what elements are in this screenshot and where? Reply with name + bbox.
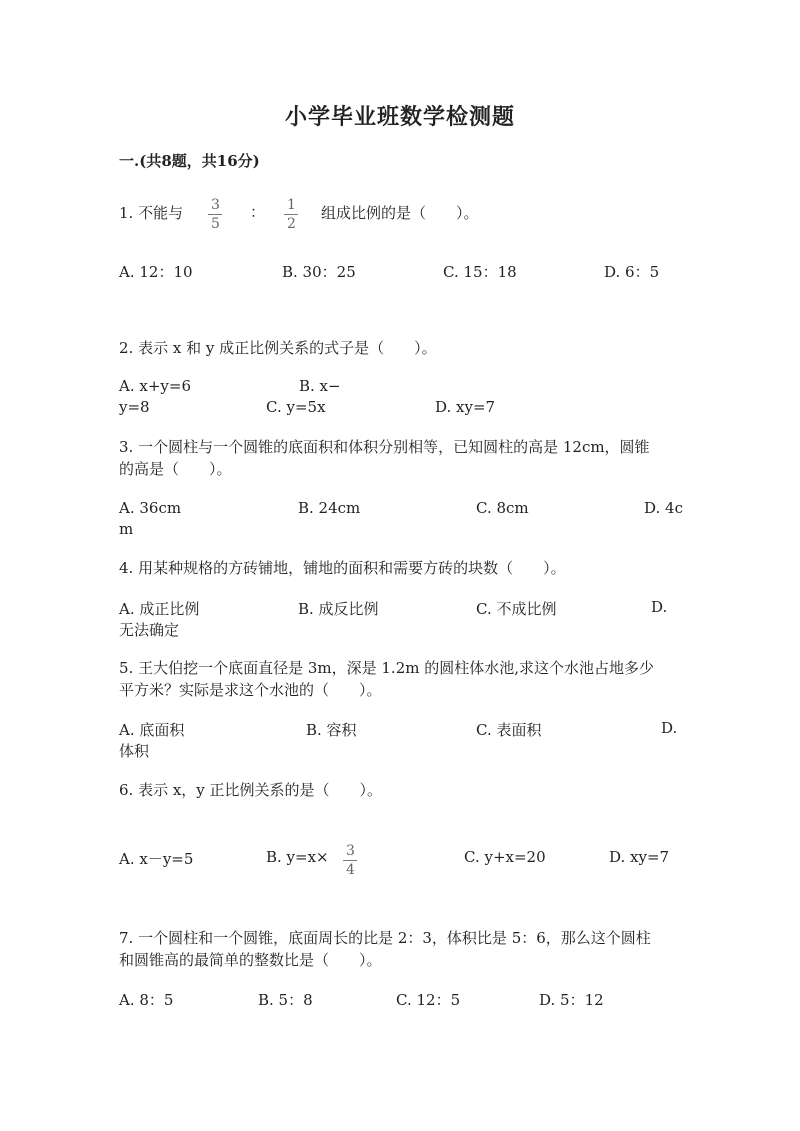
ratio-colon: ： (250, 203, 266, 221)
question-3-line-1: 3. 一个圆柱与一个圆锥的底面积和体积分别相等，已知圆柱的高是 12cm，圆锥 (119, 438, 650, 456)
q5-option-b[interactable]: B. 容积 (306, 721, 357, 739)
fraction-bar (284, 214, 298, 215)
q6-option-b[interactable]: B. y=x× (266, 848, 329, 866)
fraction-denominator: 4 (346, 862, 355, 878)
question-3-line-2: 的高是（ ）。 (119, 460, 232, 478)
q7-option-d[interactable]: D. 5：12 (539, 991, 604, 1009)
question-1-prefix: 1. 不能与 (119, 204, 184, 222)
question-7-line-1: 7. 一个圆柱和一个圆锥，底面周长的比是 2：3，体积比是 5：6，那么这个圆柱 (119, 929, 651, 947)
q6-option-a[interactable]: A. x－y=5 (119, 850, 194, 868)
q3-option-d[interactable]: D. 4c (644, 499, 683, 517)
q4-option-d[interactable]: D. (651, 598, 668, 616)
fraction-3-4 (343, 843, 358, 878)
fraction-bar (208, 214, 222, 215)
question-4-text: 4. 用某种规格的方砖铺地，铺地的面积和需要方砖的块数（ ）。 (119, 559, 566, 577)
q2-option-c[interactable]: C. y=5x (266, 398, 326, 416)
fraction-numerator: 3 (211, 197, 220, 213)
q3-option-c[interactable]: C. 8cm (476, 499, 529, 517)
q2-option-b[interactable]: B. x− (299, 377, 341, 395)
q2-option-b-cont[interactable]: y=8 (119, 398, 150, 416)
q5-option-c[interactable]: C. 表面积 (476, 721, 542, 739)
fraction-denominator: 2 (287, 216, 296, 232)
section-heading: 一.(共8题，共16分) (119, 152, 260, 170)
q2-option-a[interactable]: A. x+y=6 (119, 377, 191, 395)
fraction-numerator: 3 (346, 843, 355, 859)
q6-option-c[interactable]: C. y+x=20 (464, 848, 546, 866)
question-1-suffix: 组成比例的是（ ）。 (321, 204, 479, 222)
q4-option-c[interactable]: C. 不成比例 (476, 600, 557, 618)
q3-option-d-cont[interactable]: m (119, 520, 134, 538)
q4-option-a[interactable]: A. 成正比例 (119, 600, 200, 618)
q7-option-c[interactable]: C. 12：5 (396, 991, 461, 1009)
q3-option-a[interactable]: A. 36cm (119, 499, 182, 517)
fraction-numerator: 1 (287, 197, 296, 213)
question-5-line-2: 平方米？实际是求这个水池的（ ）。 (119, 681, 382, 699)
q4-option-b[interactable]: B. 成反比例 (298, 600, 379, 618)
question-6-text: 6. 表示 x，y 正比例关系的是（ ）。 (119, 781, 383, 799)
question-7-line-2: 和圆锥高的最简单的整数比是（ ）。 (119, 951, 382, 969)
page-title: 小学毕业班数学检测题 (284, 104, 515, 130)
q1-option-c[interactable]: C. 15：18 (443, 263, 517, 281)
q5-option-d-cont[interactable]: 体积 (119, 742, 150, 760)
q3-option-b[interactable]: B. 24cm (298, 499, 361, 517)
q1-option-b[interactable]: B. 30：25 (282, 263, 356, 281)
q4-option-d-cont[interactable]: 无法确定 (119, 621, 180, 639)
question-2-text: 2. 表示 x 和 y 成正比例关系的式子是（ ）。 (119, 339, 437, 357)
fraction-denominator: 5 (211, 216, 220, 232)
q5-option-d[interactable]: D. (661, 719, 678, 737)
fraction-1-2 (284, 197, 299, 232)
q1-option-d[interactable]: D. 6：5 (604, 263, 660, 281)
q5-option-a[interactable]: A. 底面积 (119, 721, 185, 739)
q2-option-d[interactable]: D. xy=7 (435, 398, 496, 416)
q1-option-a[interactable]: A. 12：10 (119, 263, 193, 281)
fraction-3-5 (208, 197, 223, 232)
fraction-bar (343, 860, 357, 861)
q7-option-a[interactable]: A. 8：5 (119, 991, 174, 1009)
q7-option-b[interactable]: B. 5：8 (258, 991, 313, 1009)
question-5-line-1: 5. 王大伯挖一个底面直径是 3m，深是 1.2m 的圆柱体水池,求这个水池占地多少 (119, 659, 655, 677)
q6-option-d[interactable]: D. xy=7 (609, 848, 670, 866)
